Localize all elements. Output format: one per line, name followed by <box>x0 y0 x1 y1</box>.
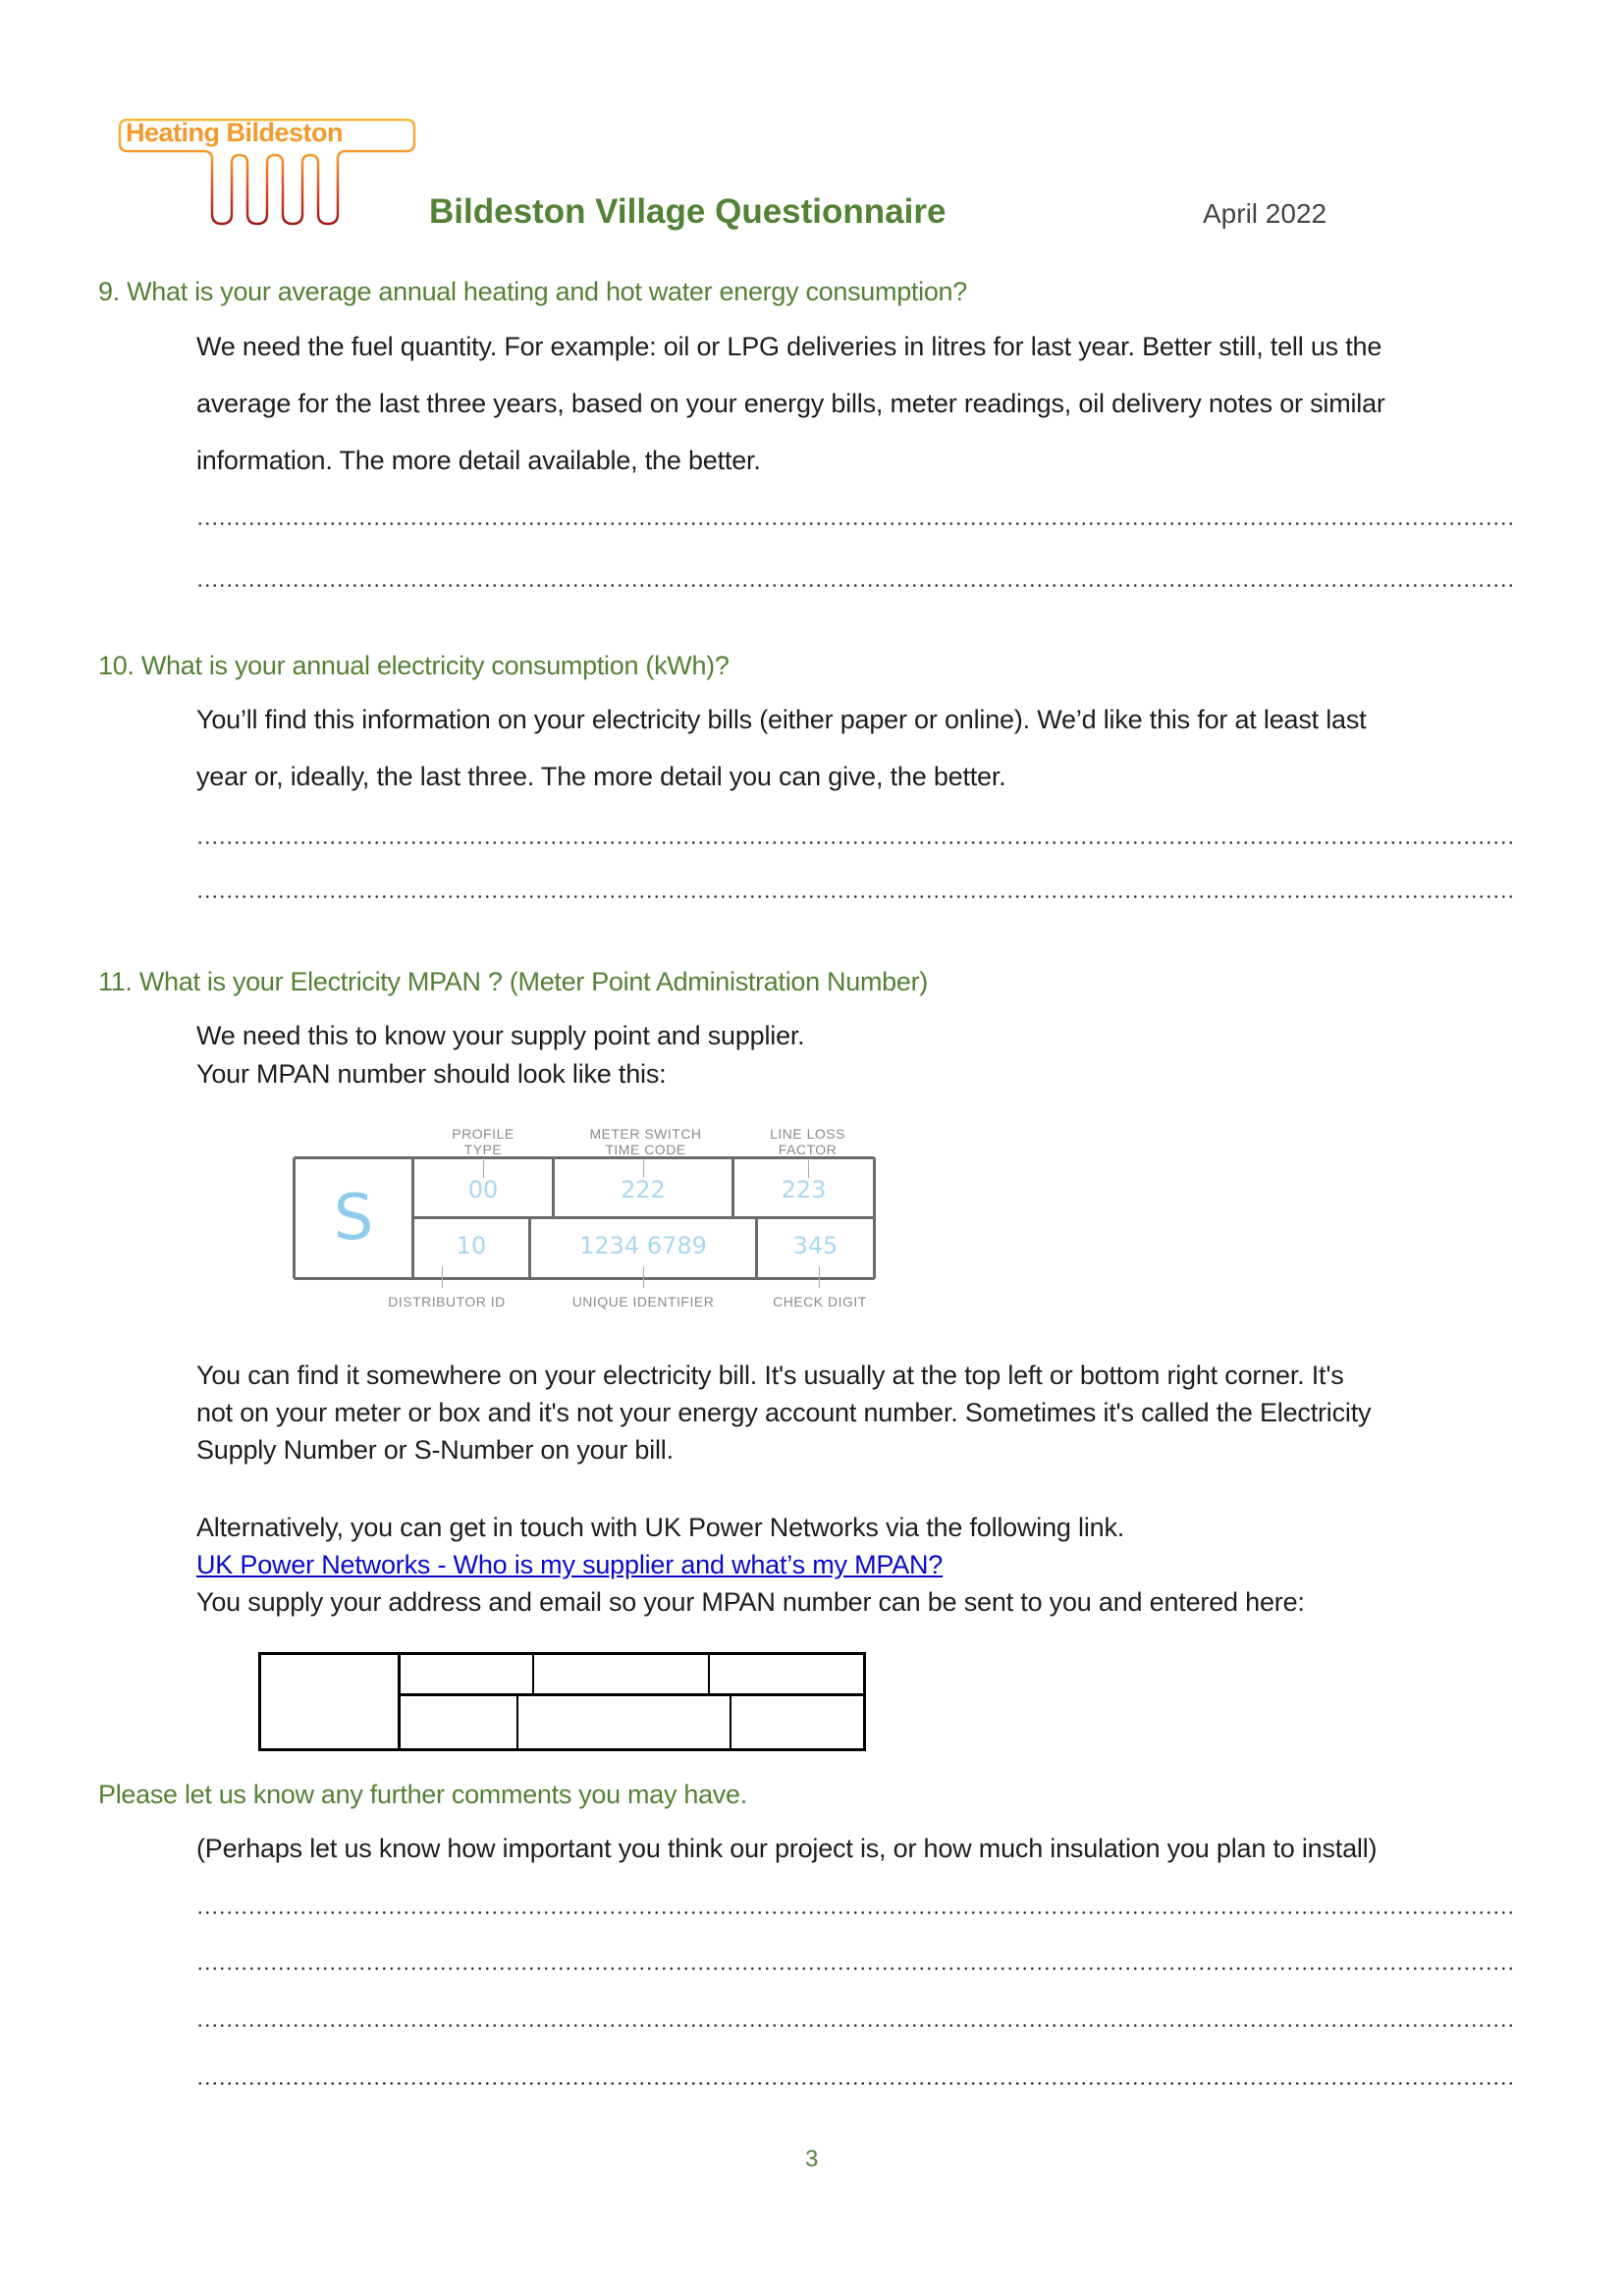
mpan-label-line-loss: LINE LOSS FACTOR <box>770 1126 845 1157</box>
logo-text: Heating Bildeston <box>126 118 344 147</box>
mpan-label-unique-identifier: UNIQUE IDENTIFIER <box>571 1294 715 1309</box>
question-9-body-line: information. The more detail available, the better. <box>196 446 761 475</box>
question-10-answer-line[interactable] <box>196 895 1517 898</box>
mpan-prefix: S <box>333 1182 374 1255</box>
arrow-icon <box>643 1266 644 1288</box>
question-10-body-line: year or, ideally, the last three. The more detail you can give, the better. <box>196 762 1006 791</box>
mpan-entry-prefix-cell[interactable] <box>261 1654 399 1748</box>
mpan-unique-identifier-value: 1234 6789 <box>579 1232 707 1259</box>
page-date: April 2022 <box>1203 198 1327 229</box>
logo <box>118 116 417 229</box>
mpan-entry-line-loss-cell[interactable] <box>712 1654 864 1695</box>
page-title: Bildeston Village Questionnaire <box>429 192 947 231</box>
where-to-find-line: not on your meter or box and it's not your energy account number. Sometimes it's called the Electricity <box>196 1398 1372 1427</box>
mpan-label-distributor-id: DISTRIBUTOR ID <box>388 1294 506 1309</box>
question-9-body-line: average for the last three years, based on your energy bills, meter readings, oil delivery notes or similar <box>196 389 1385 418</box>
question-9-answer-line[interactable] <box>196 584 1517 587</box>
mpan-line-loss-value: 223 <box>781 1176 827 1203</box>
question-11-intro-line: Your MPAN number should look like this: <box>196 1059 667 1089</box>
where-to-find-line: Supply Number or S-Number on your bill. <box>196 1435 674 1465</box>
alternative-text: Alternatively, you can get in touch with UK Power Networks via the following link. <box>196 1513 1125 1542</box>
supply-text: You supply your address and email so your MPAN number can be sent to you and entered here: <box>196 1587 1305 1617</box>
mpan-entry-check-digit-cell[interactable] <box>731 1697 864 1748</box>
uk-power-networks-link[interactable]: UK Power Networks - Who is my supplier and what’s my MPAN? <box>196 1550 944 1579</box>
mpan-check-digit-value: 345 <box>792 1232 839 1259</box>
comments-hint: (Perhaps let us know how important you think our project is, or how much insulation you plan to install) <box>196 1834 1378 1863</box>
mpan-distributor-id-value: 10 <box>456 1232 487 1259</box>
mpan-label-profile-type: PROFILE TYPE <box>452 1126 514 1157</box>
comments-heading: Please let us know any further comments you may have. <box>98 1780 747 1809</box>
comments-answer-line[interactable] <box>196 1967 1517 1970</box>
question-10-body-line: You’ll find this information on your electricity bills (either paper or online). We’d like this for at least last <box>196 705 1367 734</box>
mpan-meter-switch-value: 222 <box>621 1176 666 1203</box>
question-9-answer-line[interactable] <box>196 522 1517 525</box>
question-10-answer-line[interactable] <box>196 841 1517 844</box>
mpan-entry-unique-identifier-cell[interactable] <box>518 1697 730 1748</box>
mpan-label-meter-switch: METER SWITCH TIME CODE <box>589 1126 702 1157</box>
comments-answer-line[interactable] <box>196 2082 1517 2085</box>
arrow-icon <box>442 1266 443 1288</box>
question-9-heading: 9. What is your average annual heating and hot water energy consumption? <box>98 277 967 306</box>
question-11-heading: 11. What is your Electricity MPAN ? (Meter Point Administration Number) <box>98 967 928 996</box>
question-10-heading: 10. What is your annual electricity consumption (kWh)? <box>98 651 730 680</box>
comments-answer-line[interactable] <box>196 1911 1517 1914</box>
mpan-label-check-digit: CHECK DIGIT <box>773 1294 867 1309</box>
mpan-entry-profile-type-cell[interactable] <box>401 1654 533 1695</box>
question-11-intro-line: We need this to know your supply point and supplier. <box>196 1021 805 1050</box>
comments-answer-line[interactable] <box>196 2024 1517 2027</box>
mpan-entry-distributor-id-cell[interactable] <box>401 1697 516 1748</box>
question-9-body-line: We need the fuel quantity. For example: oil or LPG deliveries in litres for last year. Better still, tell us the <box>196 332 1382 361</box>
arrow-icon <box>819 1266 820 1288</box>
mpan-entry-meter-switch-cell[interactable] <box>535 1654 710 1695</box>
page-number: 3 <box>805 2146 819 2172</box>
where-to-find-line: You can find it somewhere on your electricity bill. It's usually at the top left or bottom right corner. It's <box>196 1361 1344 1390</box>
mpan-profile-type-value: 00 <box>467 1176 499 1203</box>
